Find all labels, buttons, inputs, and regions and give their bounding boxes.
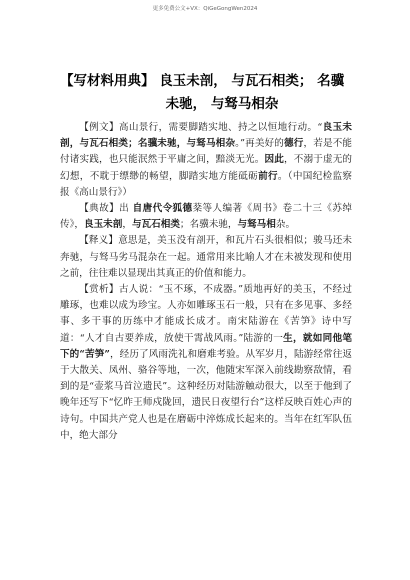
page-title (60, 70, 360, 116)
appreciation-tag: 【赏析】 (79, 284, 119, 296)
article-body (60, 120, 352, 444)
meaning-paragraph: 【释义】意思是，美玉没有剖开，和瓦片石头很相似；骏马还未奔驰，与驽马劣马混杂在一起。通常用来比喻人才在未被发现和使用之前，往往难以显现出其真正的价值和能力。 (60, 235, 353, 279)
example-paragraph: 【例文】高山景行，需要脚踏实地、持之以恒地行动。“良玉未剖，与瓦石相类；名骥未驰，与驽马相杂。”再美好的德行，若是不能付诸实践，也只能泯然于平庸之间，黯淡无光。因此，不溺于虚无的幻想，不耽于缥缈的畅望，脚踏实地方能砥砺前行。（中国纪检监察报《高山景行》） (60, 122, 353, 198)
meaning-tag: 【释义】 (79, 235, 119, 247)
title-line-1: 【写材料用典】 良玉未剖， 与瓦石相类； 名骥 (60, 73, 345, 89)
page-header: 更多免费公文+VX：QiGeGongWen2024 (152, 6, 258, 12)
source-paragraph: 【典故】出 自唐代令狐德棻等人编著《周书》卷二十三《苏绰传》，良玉未剖，与瓦石相类；名骥未驰，与驽马相杂。 (60, 203, 353, 231)
example-tag: 【例文】 (79, 122, 119, 133)
title-line-2: 未驰， 与驽马相杂 (165, 96, 279, 112)
source-tag: 【典故】 (79, 203, 120, 215)
appreciation-paragraph: 【赏析】古人说：“玉不琢，不成器。”质地再好的美玉，不经过雕琢，也难以成为珍宝。人亦如雕琢玉石一般，只有在多见事、多经事、多干事的历练中才能成长成才。南宋陆游在《苦笋》诗中写道：“人才自古要养成，放使干霄战风雨。”陆游的一生，就如同他笔下的“苦笋”，经历了风雨洗礼和磨难考验。从军岁月，陆游经常往返于大散关、凤州、骆谷等地，一次，他随宋军深入前线勘察敌情，看到的是“壶浆马首泣遗民”。这种经历对陆游触动很大，以至于他到了晚年还写下“忆昨王师戍陇回，遗民日夜望行台”这样反映百姓心声的诗句。中国共产党人也是在磨砺中淬炼成长起来的。当年在红军队伍中，绝大部分 (60, 284, 353, 441)
